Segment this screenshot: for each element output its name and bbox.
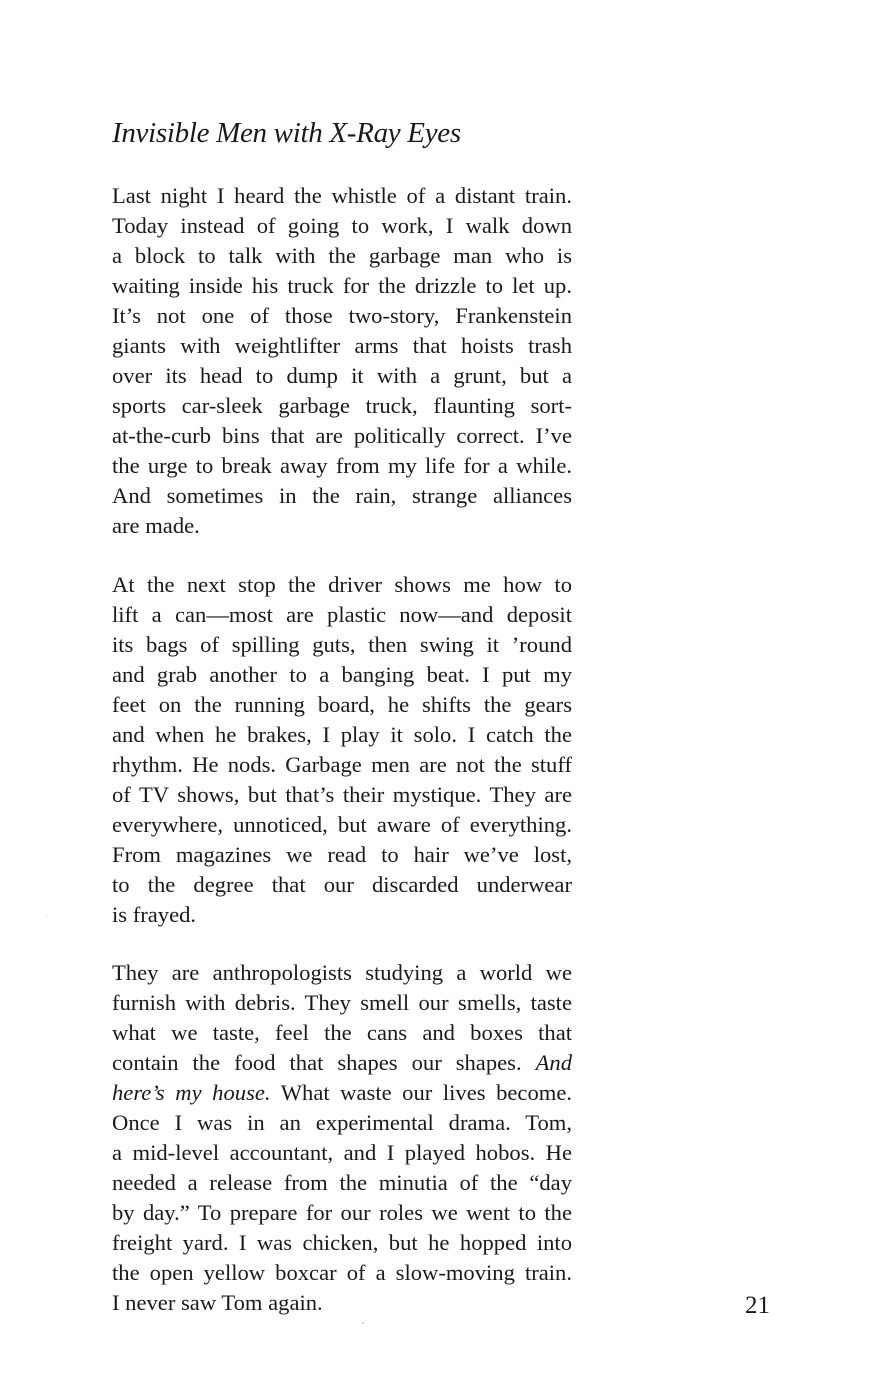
text-line-with-italic <box>112 1048 572 1078</box>
text-line-with-italic <box>112 1078 572 1108</box>
text-line: the urge to break away from my life for a while. <box>112 453 572 478</box>
text-segment: contain the food that shapes our shapes. <box>112 1050 522 1075</box>
text-line: giants with weightlifter arms that hoists trash <box>112 333 572 358</box>
text-line: at-the-curb bins that are politically correct. I’ve <box>112 423 572 448</box>
text-line: From magazines we read to hair we’ve lost, <box>112 842 572 867</box>
text-line: lift a can—most are plastic now—and deposit <box>112 602 572 627</box>
text-line: furnish with debris. They smell our smells, taste <box>112 990 572 1015</box>
text-line: needed a release from the minutia of the “day <box>112 1170 572 1195</box>
text-line: feet on the running board, he shifts the gears <box>112 692 572 717</box>
text-line: of TV shows, but that’s their mystique. They are <box>112 782 572 807</box>
text-line: waiting inside his truck for the drizzle to let up. <box>112 273 572 298</box>
text-line: over its head to dump it with a grunt, but a <box>112 363 572 388</box>
italic-phrase: And <box>535 1050 572 1075</box>
text-line: They are anthropologists studying a world we <box>112 960 572 985</box>
text-line: and when he brakes, I play it solo. I catch the <box>112 722 572 747</box>
text-line: And sometimes in the rain, strange alliances <box>112 483 572 508</box>
print-speck <box>362 1322 364 1324</box>
text-line: everywhere, unnoticed, but aware of everything. <box>112 812 572 837</box>
text-line: to the degree that our discarded underwear <box>112 872 572 897</box>
italic-phrase: here’s my house. <box>112 1080 271 1105</box>
text-line: and grab another to a banging beat. I put my <box>112 662 572 687</box>
text-line: sports car-sleek garbage truck, flaunting sort- <box>112 393 572 418</box>
text-line: Once I was in an experimental drama. Tom, <box>112 1110 572 1135</box>
text-line: is frayed. <box>112 902 197 927</box>
text-line: I never saw Tom again. <box>112 1290 323 1315</box>
text-line: are made. <box>112 513 200 538</box>
text-line: the open yellow boxcar of a slow-moving train. <box>112 1260 572 1285</box>
text-line: Last night I heard the whistle of a distant train. <box>112 183 572 208</box>
text-line: a mid-level accountant, and I played hobos. He <box>112 1140 572 1165</box>
text-line: Today instead of going to work, I walk down <box>112 213 572 238</box>
text-line: rhythm. He nods. Garbage men are not the stuff <box>112 752 572 777</box>
print-speck <box>46 915 47 916</box>
paragraph-2 <box>112 570 572 930</box>
text-line: a block to talk with the garbage man who is <box>112 243 572 268</box>
text-line: its bags of spilling guts, then swing it ’round <box>112 632 572 657</box>
paragraph-3 <box>112 958 572 1318</box>
text-line: It’s not one of those two-story, Frankenstein <box>112 303 572 328</box>
poem-title: Invisible Men with X-Ray Eyes <box>112 117 461 149</box>
text-line: At the next stop the driver shows me how to <box>112 572 572 597</box>
paragraph-1 <box>112 181 572 541</box>
text-line: what we taste, feel the cans and boxes that <box>112 1020 572 1045</box>
text-segment: What waste our lives become. <box>270 1080 572 1105</box>
text-line: freight yard. I was chicken, but he hopped into <box>112 1230 572 1255</box>
text-line: by day.” To prepare for our roles we went to the <box>112 1200 572 1225</box>
page-number: 21 <box>745 1292 770 1319</box>
